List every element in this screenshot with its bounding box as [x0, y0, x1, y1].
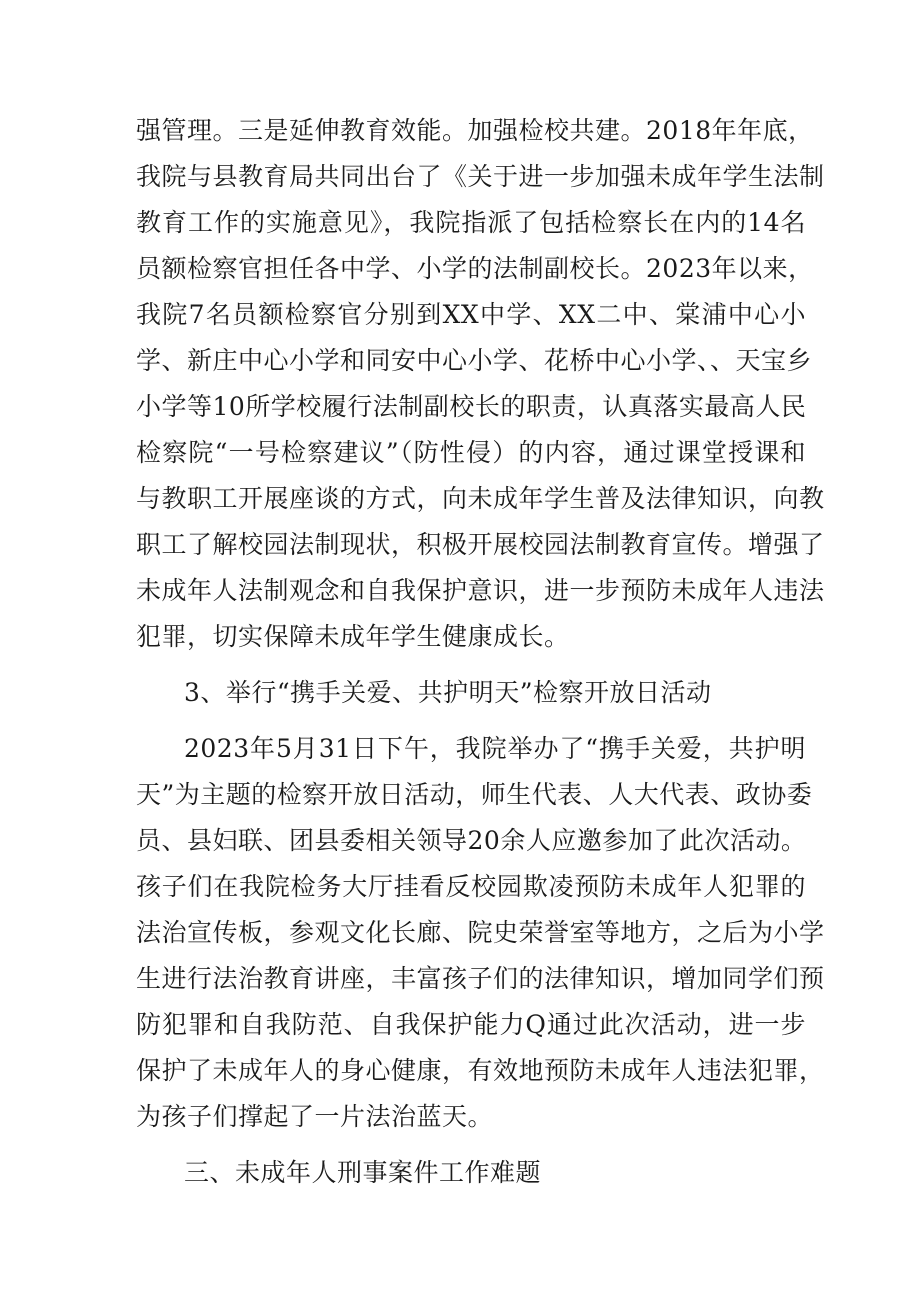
paragraph-line: 犯罪，切实保障未成年学生健康成长。	[136, 622, 570, 651]
paragraph-line: 员额检察官担任各中学、小学的法制副校长。2023年以来，	[136, 254, 814, 283]
paragraph-line: 与教职工开展座谈的方式，向未成年学生普及法律知识，向教	[136, 484, 825, 513]
paragraph-line: 保护了未成年人的身心健康，有效地预防未成年人违法犯罪，	[136, 1056, 825, 1085]
paragraph-line: 教育工作的实施意见》，我院指派了包括检察长在内的14名	[136, 208, 806, 237]
paragraph-line: 2023年5月31日下午，我院举办了“携手关爱，共护明	[184, 734, 806, 763]
paragraph-line: 学、新庄中心小学和同安中心小学、花桥中心小学、、天宝乡	[136, 346, 813, 375]
paragraph-line: 防犯罪和自我防范、自我保护能力Q通过此次活动，进一步	[136, 1010, 806, 1039]
paragraph-line: 未成年人法制观念和自我保护意识，进一步预防未成年人违法	[136, 576, 825, 605]
paragraph-line: 天”为主题的检察开放日活动，师生代表、人大代表、政协委	[136, 780, 813, 809]
section-heading: 三、未成年人刑事案件工作难题	[184, 1158, 542, 1187]
paragraph-line: 为孩子们撑起了一片法治蓝天。	[136, 1102, 494, 1131]
paragraph-line: 法治宣传板，参观文化长廊、院史荣誉室等地方，之后为小学	[136, 918, 825, 947]
paragraph-line: 强管理。三是延伸教育效能。加强检校共建。2018年年底，	[136, 116, 814, 145]
paragraph-line: 我院与县教育局共同出台了《关于进一步加强未成年学生法制	[136, 162, 825, 191]
subheading-3: 3、举行“携手关爱、共护明天”检察开放日活动	[184, 678, 712, 707]
paragraph-line: 孩子们在我院检务大厅挂看反校园欺凌预防未成年人犯罪的	[136, 872, 806, 901]
paragraph-line: 职工了解校园法制现状，积极开展校园法制教育宣传。增强了	[136, 530, 825, 559]
paragraph-line: 生进行法治教育讲座，丰富孩子们的法律知识，增加同学们预	[136, 964, 825, 993]
paragraph-line: 我院7名员额检察官分别到XX中学、XX二中、棠浦中心小	[136, 300, 806, 329]
paragraph-line: 检察院“一号检察建议”（防性侵）的内容，通过课堂授课和	[136, 438, 806, 467]
paragraph-line: 小学等10所学校履行法制副校长的职责，认真落实最高人民	[136, 392, 807, 421]
paragraph-line: 员、县妇联、团县委相关领导20余人应邀参加了此次活动。	[136, 826, 807, 855]
